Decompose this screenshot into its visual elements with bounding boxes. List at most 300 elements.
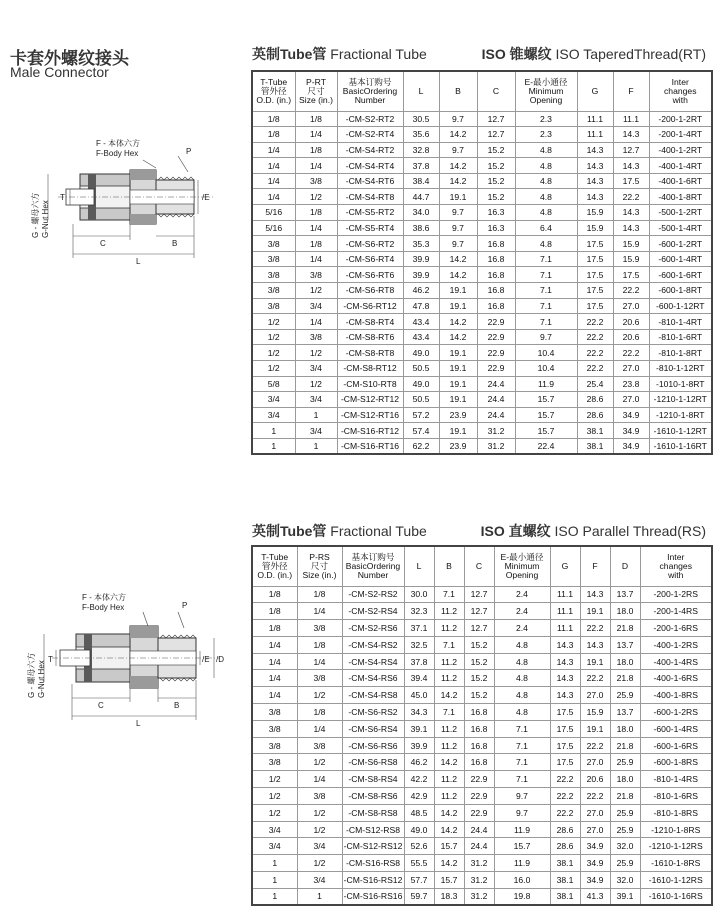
table-cell: 32.8	[403, 142, 439, 158]
table-cell: 14.3	[580, 636, 610, 653]
table-cell: 50.5	[403, 392, 439, 408]
table-cell: -600-1-6RT	[649, 267, 712, 283]
table-cell: 1/4	[295, 158, 337, 174]
table-cell: 4.8	[494, 687, 550, 704]
table-cell: -CM-S10-RT8	[337, 376, 403, 392]
opening-label: /E	[202, 655, 210, 664]
connector-drawing-rt	[8, 128, 248, 268]
table-cell: -400-1-2RS	[640, 636, 712, 653]
table-cell: 11.2	[434, 670, 464, 687]
table-cell: 42.2	[404, 771, 434, 788]
table-cell: -CM-S6-RT4	[337, 251, 403, 267]
table-cell: 7.1	[434, 636, 464, 653]
table-row	[252, 111, 712, 127]
table-cell: 22.9	[464, 804, 494, 821]
section1-title-en: Fractional Tube	[330, 46, 427, 62]
page-title: 卡套外螺纹接头	[10, 49, 129, 68]
table-cell: 3/4	[295, 361, 337, 377]
table-cell: 30.5	[403, 111, 439, 127]
table-cell: 25.9	[610, 821, 640, 838]
table-cell: 3/8	[252, 236, 295, 252]
table-cell: 17.5	[550, 737, 580, 754]
table-cell: 1/2	[297, 821, 342, 838]
table-cell: 28.6	[577, 392, 613, 408]
table-row	[252, 158, 712, 174]
table-cell: 46.2	[404, 754, 434, 771]
table-cell: 17.5	[577, 267, 613, 283]
table-cell: 1/2	[252, 361, 295, 377]
table-cell: -600-1-2RT	[649, 236, 712, 252]
table-cell: -CM-S6-RS6	[342, 737, 404, 754]
table-cell: -CM-S12-RT16	[337, 407, 403, 423]
table-cell: 1/2	[297, 855, 342, 872]
column-header: B	[439, 71, 477, 111]
table-cell: -600-1-8RT	[649, 283, 712, 299]
table-cell: 1/4	[297, 720, 342, 737]
table-cell: 22.9	[477, 314, 515, 330]
table-cell: 1/4	[252, 687, 297, 704]
table-cell: 22.2	[613, 345, 649, 361]
table-cell: 7.1	[515, 267, 577, 283]
table-cell: 19.1	[439, 376, 477, 392]
table-cell: 16.8	[477, 298, 515, 314]
table-cell: 3/4	[297, 838, 342, 855]
table-row	[252, 267, 712, 283]
table-cell: 1/4	[252, 670, 297, 687]
table-cell: 15.7	[434, 872, 464, 889]
table-cell: -1210-1-12RS	[640, 838, 712, 855]
nut-hex-label: G - 螺母六方G-Nut Hex	[31, 192, 50, 238]
table-cell: 7.1	[494, 720, 550, 737]
table-cell: 12.7	[464, 603, 494, 620]
table-cell: 4.8	[494, 704, 550, 721]
table-cell: 9.7	[439, 220, 477, 236]
table-cell: 4.8	[515, 205, 577, 221]
table-cell: -CM-S4-RS6	[342, 670, 404, 687]
table-cell: 14.3	[550, 653, 580, 670]
table-cell: 21.8	[610, 737, 640, 754]
table-cell: 9.7	[494, 804, 550, 821]
table-cell: 7.1	[434, 586, 464, 603]
table-row	[252, 361, 712, 377]
table-cell: -CM-S4-RT2	[337, 142, 403, 158]
column-header: D	[610, 546, 640, 586]
table-cell: 3/4	[297, 872, 342, 889]
table-cell: -CM-S8-RT12	[337, 361, 403, 377]
table-cell: 16.8	[477, 283, 515, 299]
page-subtitle: Male Connector	[10, 64, 109, 80]
table-cell: 2.4	[494, 603, 550, 620]
table-cell: 1	[252, 438, 295, 454]
table-cell: 27.0	[613, 298, 649, 314]
table-cell: -400-1-2RT	[649, 142, 712, 158]
table-cell: 20.6	[613, 329, 649, 345]
table-cell: -1610-1-12RS	[640, 872, 712, 889]
table-cell: 3/8	[252, 754, 297, 771]
table-cell: 34.9	[613, 407, 649, 423]
table-cell: 1	[252, 888, 297, 905]
table-cell: 34.9	[613, 423, 649, 439]
table-cell: 17.5	[577, 251, 613, 267]
table-cell: 39.9	[403, 251, 439, 267]
table-cell: 1/8	[252, 586, 297, 603]
table-cell: 1/2	[295, 283, 337, 299]
table-row	[252, 821, 712, 838]
table-cell: 15.9	[577, 220, 613, 236]
section1-thread-en: ISO TaperedThread(RT)	[555, 46, 706, 62]
table-cell: 9.7	[439, 205, 477, 221]
table-cell: 12.7	[477, 127, 515, 143]
table-cell: 27.0	[613, 392, 649, 408]
table-cell: 59.7	[404, 888, 434, 905]
table-cell: 12.7	[613, 142, 649, 158]
table-cell: 7.1	[515, 314, 577, 330]
table-cell: 2.3	[515, 127, 577, 143]
table-cell: 15.7	[515, 423, 577, 439]
table-cell: 28.6	[550, 838, 580, 855]
table-cell: 21.8	[610, 620, 640, 637]
table-cell: 41.3	[580, 888, 610, 905]
table-row	[252, 754, 712, 771]
column-header: Inter changes with	[640, 546, 712, 586]
table-cell: 15.9	[580, 704, 610, 721]
table-cell: 39.9	[403, 267, 439, 283]
table-cell: 19.1	[439, 283, 477, 299]
table-cell: 9.7	[515, 329, 577, 345]
table-row	[252, 314, 712, 330]
section1-title-zh: 英制Tube管	[252, 46, 327, 62]
table-cell: 38.1	[577, 438, 613, 454]
table-cell: 3/8	[295, 173, 337, 189]
table-row	[252, 670, 712, 687]
table-cell: -CM-S12-RS8	[342, 821, 404, 838]
table-row	[252, 737, 712, 754]
table-cell: 24.4	[477, 392, 515, 408]
table-cell: 1/4	[252, 653, 297, 670]
table-cell: -CM-S6-RT2	[337, 236, 403, 252]
column-header: B	[434, 546, 464, 586]
table-cell: -CM-S16-RT12	[337, 423, 403, 439]
table-cell: 11.1	[577, 127, 613, 143]
table-cell: 3/8	[252, 251, 295, 267]
table-row	[252, 636, 712, 653]
table-cell: 38.1	[577, 423, 613, 439]
table-cell: 7.1	[494, 737, 550, 754]
table-cell: -400-1-4RS	[640, 653, 712, 670]
table-cell: 31.2	[464, 888, 494, 905]
table-cell: 28.6	[577, 407, 613, 423]
table-cell: 34.9	[613, 438, 649, 454]
table-cell: 13.7	[610, 586, 640, 603]
table-cell: 17.5	[550, 704, 580, 721]
table-cell: 14.3	[577, 173, 613, 189]
table-cell: 1/8	[252, 111, 295, 127]
table-cell: 47.8	[403, 298, 439, 314]
table-cell: 1/4	[252, 173, 295, 189]
table-cell: -CM-S4-RT6	[337, 173, 403, 189]
table-row	[252, 586, 712, 603]
table-cell: 32.0	[610, 838, 640, 855]
table-cell: 4.8	[515, 236, 577, 252]
table-cell: -810-1-8RS	[640, 804, 712, 821]
table-cell: -600-1-2RS	[640, 704, 712, 721]
table-cell: 3/8	[252, 737, 297, 754]
dim-b-label: B	[172, 239, 178, 248]
table-cell: 25.4	[577, 376, 613, 392]
nut-hex-label: G - 螺母六方G-Nut Hex	[27, 652, 46, 698]
table-cell: 15.2	[464, 687, 494, 704]
table-cell: 27.0	[580, 687, 610, 704]
column-header: F	[613, 71, 649, 111]
table-cell: -CM-S2-RS4	[342, 603, 404, 620]
table-cell: 1/4	[297, 771, 342, 788]
table-cell: -CM-S8-RT8	[337, 345, 403, 361]
table-cell: 14.3	[613, 127, 649, 143]
table-cell: 3/8	[297, 788, 342, 805]
column-header: 基本订购号 BasicOrdering Number	[342, 546, 404, 586]
table-cell: 17.5	[577, 236, 613, 252]
table-cell: 1	[295, 438, 337, 454]
table-cell: 23.9	[439, 438, 477, 454]
table-cell: 17.5	[577, 298, 613, 314]
table-cell: 1/2	[297, 804, 342, 821]
table-cell: 22.2	[550, 788, 580, 805]
table-cell: 1/8	[297, 704, 342, 721]
table-cell: 19.8	[494, 888, 550, 905]
table-cell: 31.2	[464, 855, 494, 872]
table-cell: -CM-S8-RS6	[342, 788, 404, 805]
table-cell: 49.0	[404, 821, 434, 838]
table-cell: -CM-S4-RS4	[342, 653, 404, 670]
table-cell: 37.8	[403, 158, 439, 174]
table-cell: -CM-S16-RS16	[342, 888, 404, 905]
column-header: G	[550, 546, 580, 586]
table-cell: 1/4	[297, 653, 342, 670]
table-row	[252, 804, 712, 821]
table-cell: 4.8	[515, 142, 577, 158]
table-cell: -CM-S16-RS12	[342, 872, 404, 889]
table-cell: 16.0	[494, 872, 550, 889]
table-cell: 22.9	[477, 329, 515, 345]
table-cell: 34.9	[580, 838, 610, 855]
table-cell: 22.4	[515, 438, 577, 454]
table-row	[252, 127, 712, 143]
table-cell: 19.1	[439, 345, 477, 361]
table-row	[252, 438, 712, 454]
table-cell: 11.2	[434, 788, 464, 805]
table-cell: 11.2	[434, 603, 464, 620]
table-cell: 1/8	[297, 636, 342, 653]
table-row	[252, 838, 712, 855]
table-cell: 16.8	[477, 267, 515, 283]
column-header: C	[464, 546, 494, 586]
table-cell: -CM-S12-RT12	[337, 392, 403, 408]
table-cell: 2.3	[515, 111, 577, 127]
table-row	[252, 142, 712, 158]
table-cell: 32.5	[404, 636, 434, 653]
table-row	[252, 704, 712, 721]
table-cell: 10.4	[515, 361, 577, 377]
spec-table-rt	[251, 70, 713, 455]
table-row	[252, 376, 712, 392]
table-cell: 14.2	[439, 158, 477, 174]
table-cell: 15.7	[515, 392, 577, 408]
column-header: P-RT 尺寸 Size (in.)	[295, 71, 337, 111]
tube-od-label: T	[60, 193, 65, 202]
table-cell: 3/8	[252, 283, 295, 299]
table-cell: 1/8	[252, 603, 297, 620]
table-cell: -CM-S8-RS8	[342, 804, 404, 821]
table-cell: 19.1	[580, 603, 610, 620]
table-cell: 5/16	[252, 205, 295, 221]
table-row	[252, 407, 712, 423]
table-cell: -200-1-2RT	[649, 111, 712, 127]
table-cell: 32.3	[404, 603, 434, 620]
table-cell: 14.3	[580, 586, 610, 603]
table-cell: -600-1-6RS	[640, 737, 712, 754]
table-cell: 7.1	[494, 771, 550, 788]
table-cell: -CM-S6-RS2	[342, 704, 404, 721]
table-cell: 1/8	[295, 205, 337, 221]
table-cell: 9.7	[439, 236, 477, 252]
table-row	[252, 392, 712, 408]
table-cell: 42.9	[404, 788, 434, 805]
table-cell: 1/2	[295, 345, 337, 361]
table-cell: -200-1-6RS	[640, 620, 712, 637]
table-cell: 32.0	[610, 872, 640, 889]
table-cell: -1610-1-12RT	[649, 423, 712, 439]
table-cell: 19.1	[439, 298, 477, 314]
table-cell: -CM-S8-RT6	[337, 329, 403, 345]
table-cell: 34.0	[403, 205, 439, 221]
table-cell: 38.4	[403, 173, 439, 189]
table-cell: 14.2	[439, 173, 477, 189]
table-cell: 16.8	[477, 236, 515, 252]
table-cell: 15.7	[515, 407, 577, 423]
table-cell: 14.3	[613, 158, 649, 174]
table-cell: 39.4	[404, 670, 434, 687]
section2-thread-en: ISO Parallel Thread(RS)	[554, 523, 706, 539]
table-cell: 16.3	[477, 205, 515, 221]
table-cell: 19.1	[439, 423, 477, 439]
dim-c-label: C	[100, 239, 106, 248]
table-cell: 11.1	[577, 111, 613, 127]
table-cell: 37.8	[404, 653, 434, 670]
table-cell: -CM-S16-RS8	[342, 855, 404, 872]
table-cell: -400-1-6RT	[649, 173, 712, 189]
table-cell: -CM-S16-RT16	[337, 438, 403, 454]
table-row	[252, 888, 712, 905]
table-header-row	[252, 546, 712, 586]
table-cell: 22.2	[577, 345, 613, 361]
table-cell: -400-1-8RS	[640, 687, 712, 704]
table-cell: 21.8	[610, 670, 640, 687]
table-cell: 31.2	[464, 872, 494, 889]
table-cell: -CM-S12-RS12	[342, 838, 404, 855]
table-cell: 3/8	[252, 704, 297, 721]
table-cell: 3/8	[297, 620, 342, 637]
table-cell: 14.3	[613, 205, 649, 221]
table-cell: 14.3	[577, 142, 613, 158]
table-cell: 14.2	[434, 687, 464, 704]
table-cell: 57.4	[403, 423, 439, 439]
table-cell: 4.8	[515, 173, 577, 189]
table-cell: 5/16	[252, 220, 295, 236]
column-header: 基本订购号 BasicOrdering Number	[337, 71, 403, 111]
table-cell: 21.8	[610, 788, 640, 805]
table-cell: 19.1	[439, 361, 477, 377]
table-cell: 50.5	[403, 361, 439, 377]
table-cell: 1/4	[295, 251, 337, 267]
table-cell: 11.2	[434, 720, 464, 737]
table-cell: 31.2	[477, 423, 515, 439]
column-header: E-最小通径 Minimum Opening	[494, 546, 550, 586]
table-cell: 49.0	[403, 376, 439, 392]
table-cell: 14.3	[550, 687, 580, 704]
table-cell: -CM-S2-RT2	[337, 111, 403, 127]
table-cell: 14.2	[439, 127, 477, 143]
table-cell: 11.9	[494, 855, 550, 872]
table-cell: 14.2	[434, 804, 464, 821]
table-cell: 22.2	[577, 329, 613, 345]
table-cell: 1/2	[295, 376, 337, 392]
table-cell: 1/8	[295, 236, 337, 252]
table-cell: 1/8	[297, 586, 342, 603]
table-cell: 24.4	[477, 376, 515, 392]
connector-drawing-rs	[8, 590, 248, 730]
table-cell: 4.8	[515, 189, 577, 205]
table-cell: -CM-S4-RT4	[337, 158, 403, 174]
table-cell: 14.2	[434, 821, 464, 838]
table-cell: 1/2	[252, 329, 295, 345]
column-header: L	[403, 71, 439, 111]
table-row	[252, 329, 712, 345]
table-cell: -CM-S8-RT4	[337, 314, 403, 330]
table-cell: 25.9	[610, 804, 640, 821]
table-cell: 11.9	[515, 376, 577, 392]
table-cell: 27.0	[580, 821, 610, 838]
table-cell: 55.5	[404, 855, 434, 872]
table-cell: 18.0	[610, 653, 640, 670]
table-cell: 6.4	[515, 220, 577, 236]
table-cell: 19.1	[580, 720, 610, 737]
table-cell: 14.3	[550, 670, 580, 687]
table-cell: 15.9	[613, 251, 649, 267]
table-cell: 18.0	[610, 771, 640, 788]
table-cell: 49.0	[403, 345, 439, 361]
table-cell: 15.9	[613, 236, 649, 252]
table-row	[252, 173, 712, 189]
table-cell: 44.7	[403, 189, 439, 205]
table-cell: -810-1-6RS	[640, 788, 712, 805]
section1-thread-zh: ISO 锥螺纹	[481, 46, 552, 62]
table-cell: -400-1-8RT	[649, 189, 712, 205]
table-cell: 1/2	[252, 314, 295, 330]
table-cell: 11.9	[494, 821, 550, 838]
column-header: Inter changes with	[649, 71, 712, 111]
table-cell: 2.4	[494, 586, 550, 603]
table-cell: 9.7	[439, 142, 477, 158]
table-row	[252, 872, 712, 889]
table-cell: 38.1	[550, 888, 580, 905]
section2-thread-zh: ISO 直螺纹	[480, 523, 551, 539]
table-cell: 16.3	[477, 220, 515, 236]
table-cell: 15.2	[464, 653, 494, 670]
column-header: G	[577, 71, 613, 111]
table-cell: 24.4	[477, 407, 515, 423]
table-cell: -CM-S4-RT8	[337, 189, 403, 205]
table-cell: 1	[295, 407, 337, 423]
